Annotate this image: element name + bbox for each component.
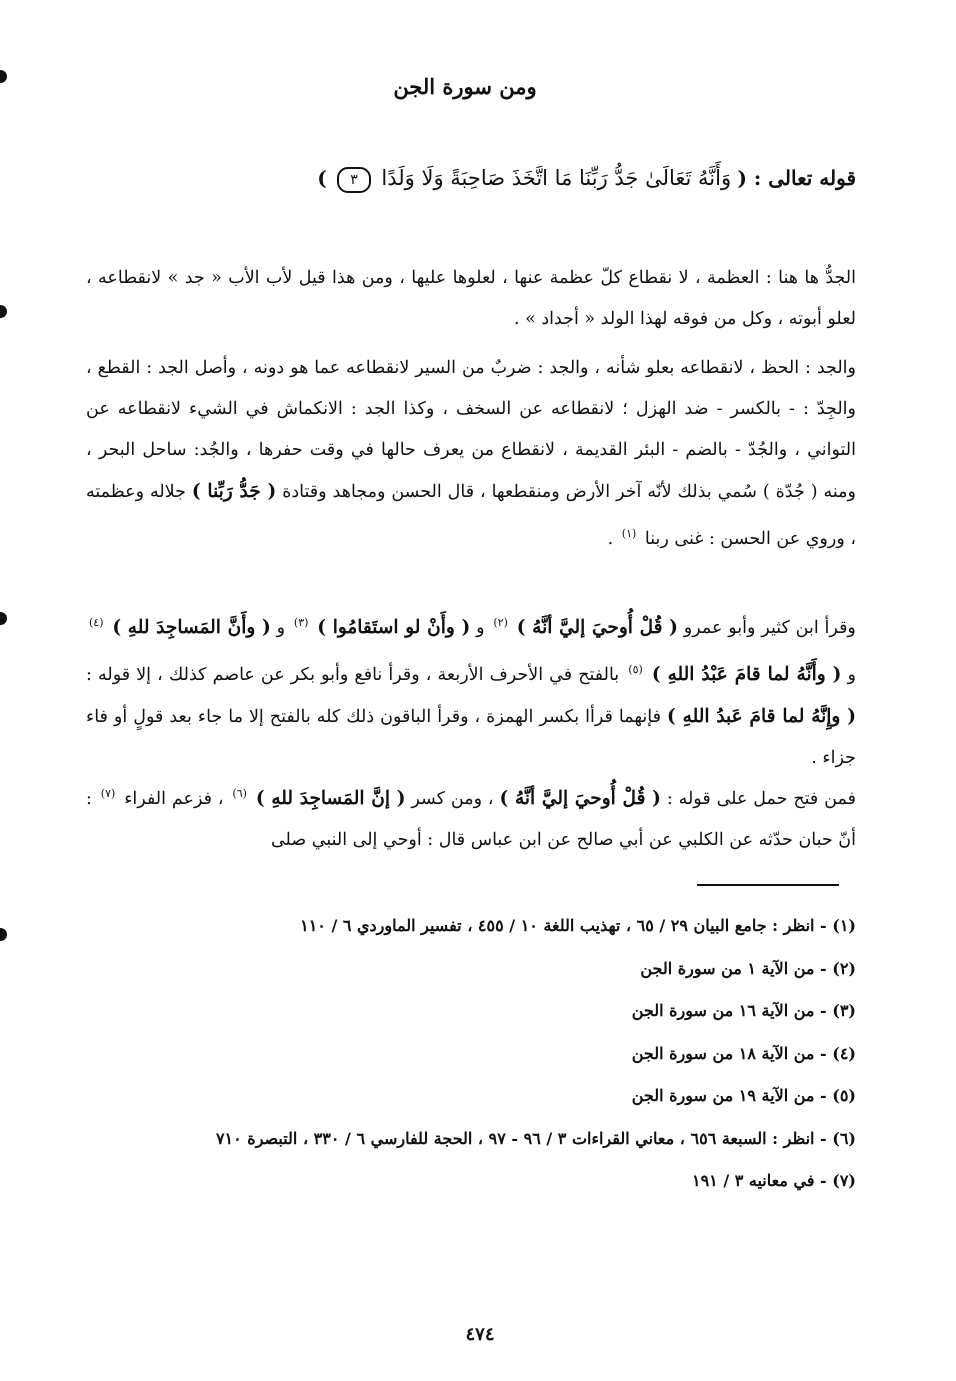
margin-mark (0, 305, 7, 318)
quran-quote: ( وأَنْ لو استَقامُوا ) (317, 616, 471, 638)
page-number: ٤٧٤ (465, 1324, 495, 1345)
footnote-4: (٤) - من الآية ١٨ من سورة الجن (631, 1043, 856, 1063)
paragraph-meanings (86, 348, 856, 560)
footnote-5: (٥) - من الآية ١٩ من سورة الجن (631, 1086, 856, 1105)
verse-lead: قوله تعالى : ( (737, 166, 856, 190)
footnote-7: (٧) - في معانيه ٣ / ١٩١ (691, 1171, 856, 1190)
footnote-ref: (١) (621, 527, 637, 540)
paragraph-text: فإنهما قرأا بكسر الهمزة ، وقرأ الباقون ذلك كله بالفتح إلا ما جاء بعد قولٍ أو فاء جزاء . (86, 706, 856, 768)
margin-mark (0, 70, 7, 83)
margin-mark (0, 928, 7, 941)
paragraph-definition (86, 258, 856, 340)
footnote-ref: (٧) (100, 787, 116, 800)
footnote-3: (٣) - من الآية ١٦ من سورة الجن (631, 1001, 856, 1020)
verse-text: وَأَنَّهُ تَعَالَىٰ جَدُّ رَبِّنَا مَا اتَّخَذَ صَاحِبَةً وَلَا وَلَدًا (381, 166, 732, 190)
quran-quote: ( وإِنَّهُ لما قامَ عَبدُ اللهِ ) (667, 705, 856, 727)
paragraph-text: بالفتح في الأحرف الأربعة ، وقرأ نافع وأبو بكر عن عاصم كذلك ، إلا قوله : (86, 664, 620, 685)
paragraph-text: و (476, 617, 485, 638)
footnote-ref: (٦) (232, 787, 247, 800)
paragraph-text: الجدُّ ها هنا : العظمة ، لا نقطاع كلّ عظمة عنها ، لعلوها عليها ، ومن هذا قيل لأب الأب « جد » لانقطاعه ، لعلو أبوته ، وكل من فوقه لهذا الولد « أجداد » . (86, 268, 856, 329)
verse-line (96, 158, 856, 198)
paragraph-text: فمن فتح حمل على قوله : (666, 788, 856, 809)
paragraph-explanation (86, 773, 856, 861)
footnote-ref: (٤) (89, 616, 104, 629)
quran-quote: ( قُلْ أُوحيَ إليَّ أنَّهُ ) (516, 616, 678, 638)
quran-quote: ( وأَنَّ المَساجِدَ للهِ ) (112, 616, 271, 638)
paragraph-text: والجد : الحظ ، لانقطاعه بعلو شأنه ، والجد : ضربٌ من السير لانقطاعه عما هو دونه ، وأصل الجد : القطع ، والجِدّ : - بالكسر - ضد الهزل ؛ لانقطاعه عن السخف ، وكذا الجد : الانكماش في الشيء لانقطاعه عن التواني ، والجُدّ - بالضم - البئر القديمة ، لانقطاع من يعرف حالها في وقت حفرها ، والجُد: ساحل البحر ، ومنه ( جُدّة ) سُمي بذلك لأنّه آخر الأرض ومنقطعها ، قال الحسن ومجاهد وقتادة (86, 358, 856, 502)
paragraph-text: و (276, 617, 286, 638)
paragraph-text: وقرأ ابن كثير وأبو عمرو (683, 617, 856, 638)
page-heading: ومن سورة الجن (393, 74, 537, 99)
footnote-6: (٦) - انظر : السبعة ٦٥٦ ، معاني القراءات ٣ / ٩٦ - ٩٧ ، الحجة للفارسي ٦ / ٣٣٠ ، التبصرة ٧١٠ (215, 1128, 856, 1148)
footnote-ref: (٢) (493, 616, 508, 629)
footnote-2: (٢) - من الآية ١ من سورة الجن (640, 958, 856, 978)
ayah-number-mark: ٣ (337, 167, 371, 193)
paragraph-text: و (847, 664, 856, 685)
paragraph-text: . (607, 528, 614, 549)
footnote-separator (697, 884, 839, 886)
quran-quote: ( وأَنَّهُ لما قامَ عَبْدُ اللهِ ) (651, 663, 842, 685)
paragraph-text: ، ومن كسر (411, 788, 494, 809)
footnote-ref: (٣) (293, 616, 309, 629)
paragraph-text: جلاله وعظمته ، وروي عن الحسن : غنى ربنا (86, 482, 856, 549)
paragraph-text: : أنّ حبان حدّثه عن الكلبي عن أبي صالح عن ابن عباس قال : أوحي إلى النبي صلى (86, 788, 856, 850)
footnote-1: (١) - انظر : جامع البيان ٢٩ / ٦٥ ، تهذيب اللغة ١٠ / ٤٥٥ ، تفسير الماوردي ٦ / ١١٠ (300, 916, 856, 935)
quran-quote: ( جَدُّ رَبِّنا ) (191, 481, 277, 502)
quran-quote: ( قُلْ أُوحيَ إليَّ أنَّهُ ) (499, 787, 661, 809)
footnotes (56, 905, 856, 1203)
quran-quote: ( إنَّ المَساجِدَ للهِ ) (255, 787, 406, 809)
verse-close: ) (317, 166, 327, 190)
paragraph-text: ، فزعم الفراء (124, 788, 224, 809)
margin-mark (0, 612, 7, 625)
footnote-ref: (٥) (628, 662, 643, 676)
paragraph-readings (86, 602, 856, 779)
